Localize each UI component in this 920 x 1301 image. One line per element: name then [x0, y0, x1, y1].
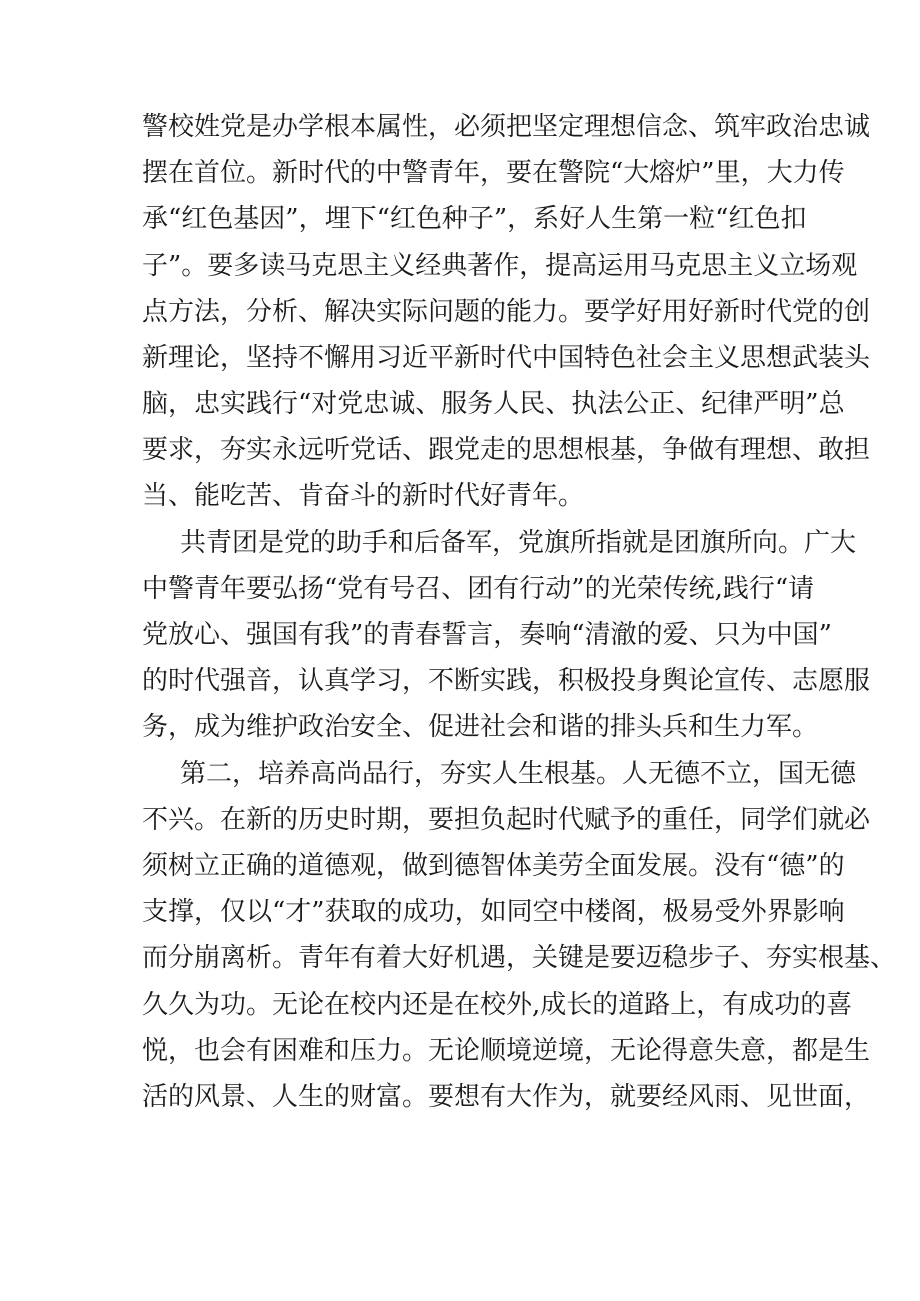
text-line: 活的风景、人生的财富。要想有大作为，就要经风雨、见世面，: [142, 1082, 871, 1112]
text-line: 务，成为维护政治安全、促进社会和谐的排头兵和生力军。: [142, 712, 819, 742]
text-line: 须树立正确的道德观，做到德智体美劳全面发展。没有“德”的: [142, 851, 845, 881]
text-line: 摆在首位。新时代的中警青年，要在警院“大熔炉”里，大力传: [142, 158, 845, 188]
text-line: 不兴。在新的历史时期，要担负起时代赋予的重任，同学们就必: [142, 805, 871, 835]
text-line: 脑，忠实践行“对党忠诚、服务人民、执法公正、纪律严明”总: [142, 389, 845, 419]
text-line: 支撑，仅以“才”获取的成功，如同空中楼阁，极易受外界影响: [142, 897, 845, 927]
text-line: 新理论，坚持不懈用习近平新时代中国特色社会主义思想武装头: [142, 343, 871, 373]
text-line: 党放心、强国有我”的青春誓言，奏响“清澈的爱、只为中国”: [142, 620, 832, 650]
text-line: 点方法，分析、解决实际问题的能力。要学好用好新时代党的创: [142, 297, 871, 327]
text-line: 警校姓党是办学根本属性，必须把坚定理想信念、筑牢政治忠诚: [142, 112, 871, 142]
text-line: 中警青年要弘扬“党有号召、团有行动”的光荣传统,践行“请: [142, 574, 815, 604]
text-line: 承“红色基因”，埋下“红色种子”，系好人生第一粒“红色扣: [142, 204, 807, 234]
text-line: 的时代强音，认真学习，不断实践，积极投身舆论宣传、志愿服: [142, 666, 871, 696]
text-line: 要求，夯实永远听党话、跟党走的思想根基，争做有理想、敢担: [142, 435, 871, 465]
text-line: 共青团是党的助手和后备军，党旗所指就是团旗所向。广大: [180, 528, 857, 558]
text-line: 久久为功。无论在校内还是在校外,成长的道路上，有成功的喜: [142, 990, 853, 1020]
text-line: 子”。要多读马克思主义经典著作，提高运用马克思主义立场观: [142, 251, 858, 281]
text-line: 而分崩离析。青年有着大好机遇，关键是要迈稳步子、夯实根基、: [142, 943, 897, 973]
text-line: 当、能吃苦、肯奋斗的新时代好青年。: [142, 481, 585, 511]
text-line: 第二，培养高尚品行，夯实人生根基。人无德不立，国无德: [180, 759, 857, 789]
text-line: 悦，也会有困难和压力。无论顺境逆境，无论得意失意，都是生: [142, 1036, 871, 1066]
